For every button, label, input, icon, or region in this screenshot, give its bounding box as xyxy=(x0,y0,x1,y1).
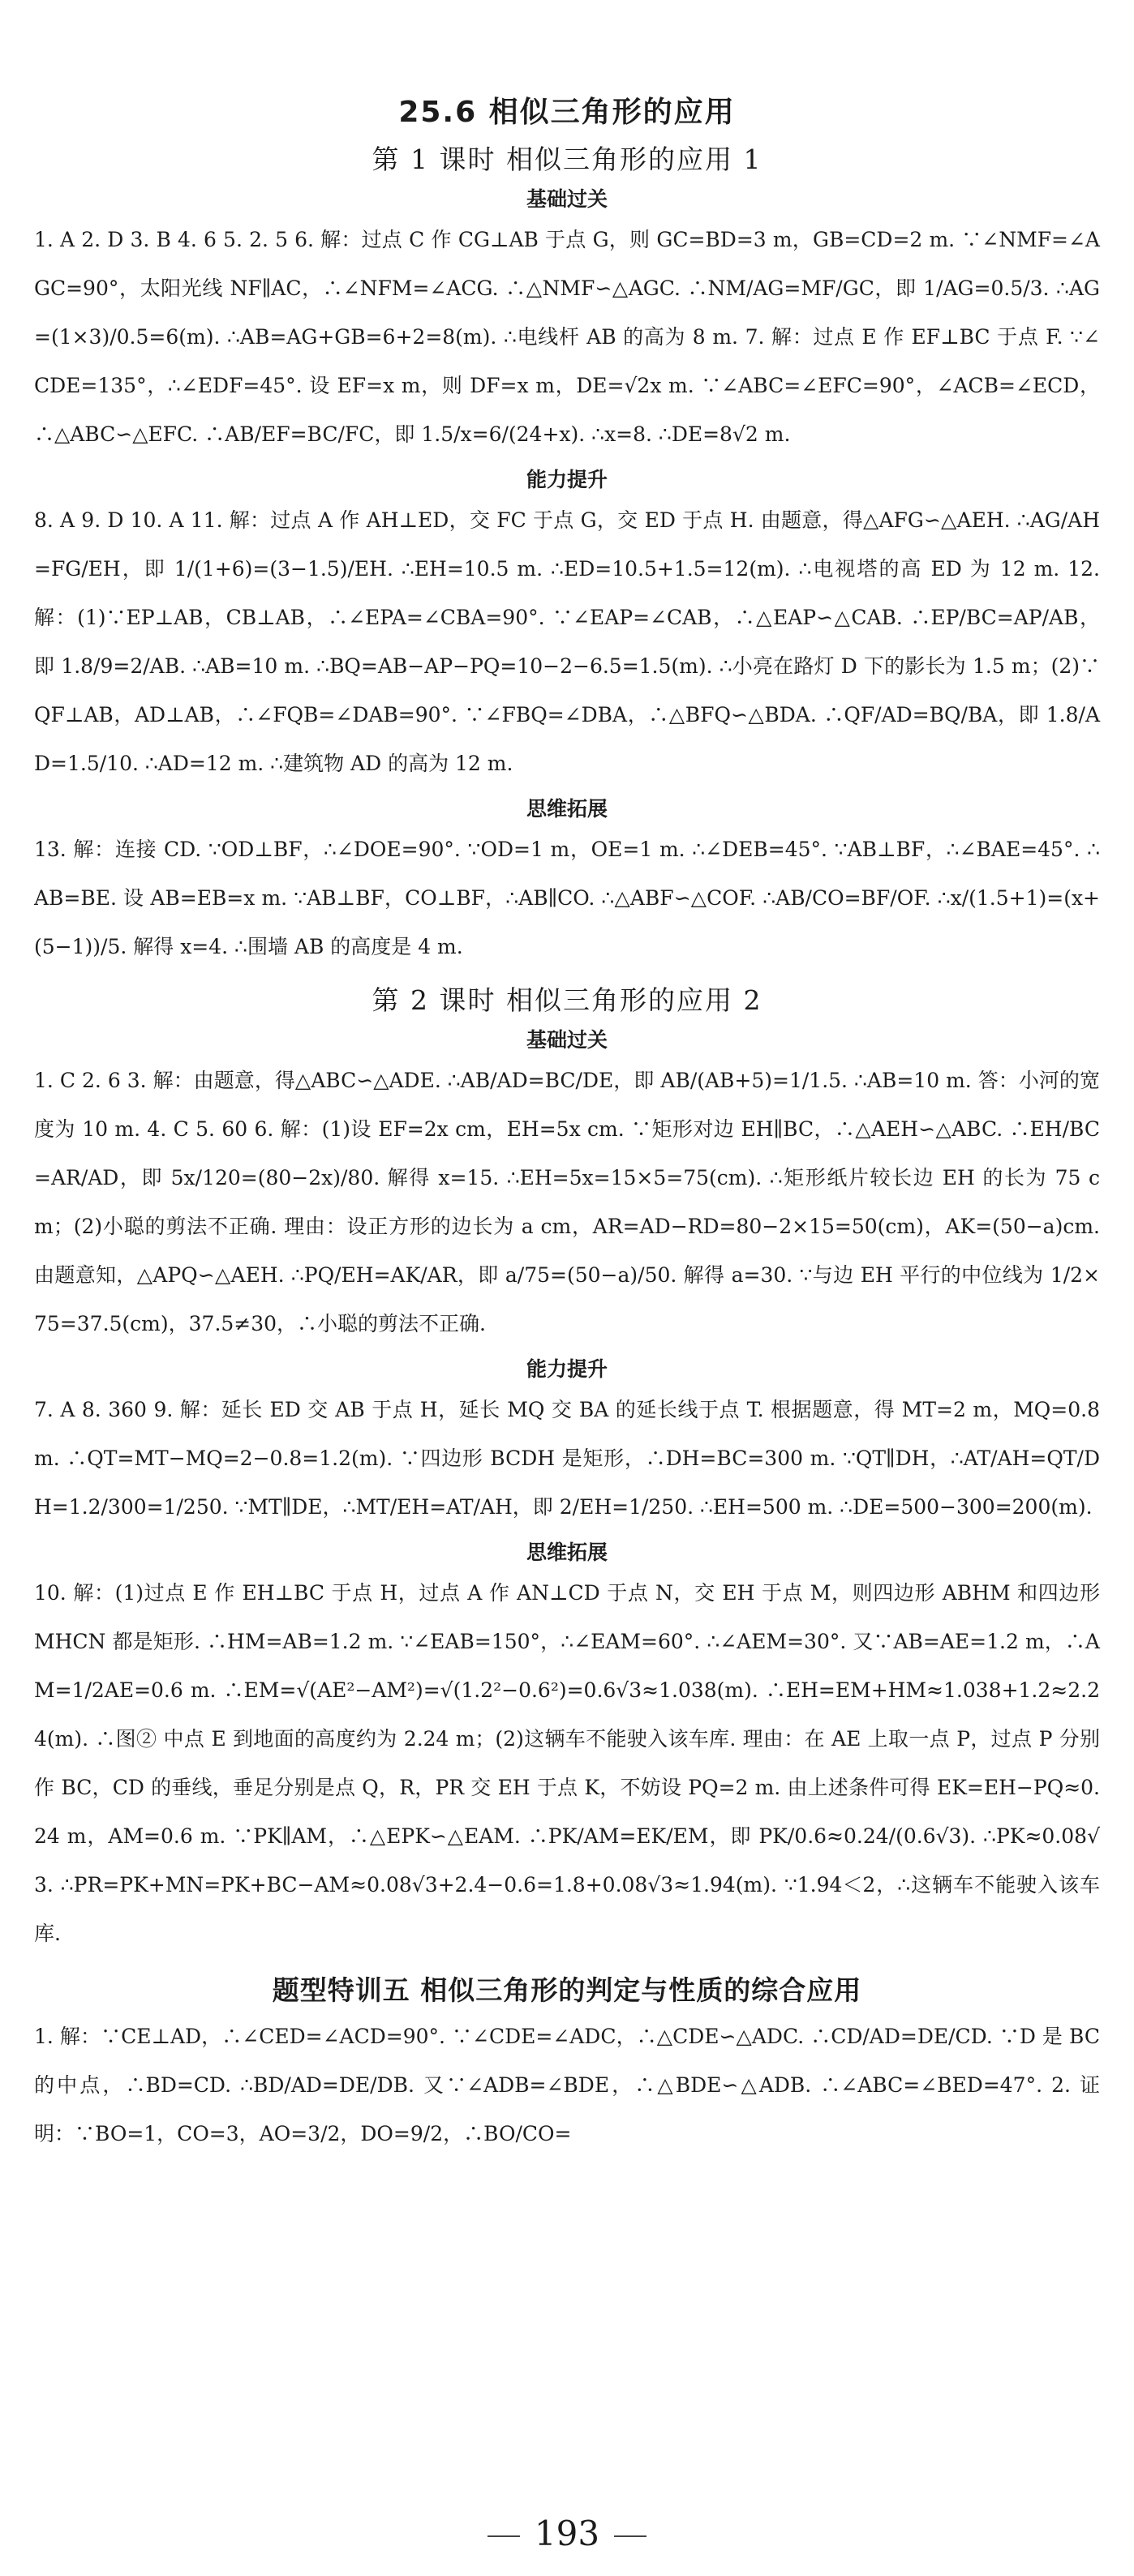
lesson-1-basic-heading: 基础过关 xyxy=(526,187,608,211)
lesson-1-ability-heading: 能力提升 xyxy=(526,468,608,491)
lesson-2-extension-answers: 10. 解：(1)过点 E 作 EH⊥BC 于点 H，过点 A 作 AN⊥CD 于点 N，交 EH 于点 M，则四边形 ABHM 和四边形 MHCN 都是矩形. ∴HM=AB=1.2 m. ∵∠EAB=150°，∴∠EAM=60°. ∴∠AEM=30°. 又∵AB=AE=1.2 m，∴AM=1/2AE=0.6 m. ∴EM=√(AE²−AM²)=√(1.2²−0.6²)=0.6√3≈1.038(m). ∴EH=EM+HM≈1.038+1.2≈2.24(m). ∴图② 中点 E 到地面的高度约为 2.24 m；(2)这辆车不能驶入该车库. 理由：在 AE 上取一点 P，过点 P 分别作 BC，CD 的垂线，垂足分别是点 Q，R，PR 交 EH 于点 K，不妨设 PQ=2 m. 由上述条件可得 EK=EH−PQ≈0.24 m，AM=0.6 m. ∵PK∥AM，∴△EPK∽△EAM. ∴PK/AM=EK/EM，即 PK/0.6≈0.24/(0.6√3). ∴PK≈0.08√3. ∴PR=PK+MN=PK+BC−AM≈0.08√3+2.4−0.6=1.8+0.08√3≈1.94(m). ∵1.94＜2，∴这辆车不能驶入该车库. xyxy=(34,1581,1100,1945)
special-training-title: 题型特训五 相似三角形的判定与性质的综合应用 xyxy=(272,1974,862,2006)
lesson-2-ability-answers: 7. A 8. 360 9. 解：延长 ED 交 AB 于点 H，延长 MQ 交 BA 的延长线于点 T. 根据题意，得 MT=2 m，MQ=0.8 m. ∴QT=MT−MQ=2−0.8=1.2(m). ∵四边形 BCDH 是矩形，∴DH=BC=300 m. ∵QT∥DH，∴AT/AH=QT/DH=1.2/300=1/250. ∵MT∥DE，∴MT/EH=AT/AH，即 2/EH=1/250. ∴EH=500 m. ∴DE=500−300=200(m). xyxy=(34,1398,1100,1519)
lesson-2-ability-heading: 能力提升 xyxy=(526,1357,608,1381)
lesson-1-extension-answers: 13. 解：连接 CD. ∵OD⊥BF，∴∠DOE=90°. ∵OD=1 m，OE=1 m. ∴∠DEB=45°. ∵AB⊥BF，∴∠BAE=45°. ∴AB=BE. 设 AB=EB=x m. ∵AB⊥BF，CO⊥BF，∴AB∥CO. ∴△ABF∽△COF. ∴AB/CO=BF/OF. ∴x/(1.5+1)=(x+(5−1))/5. 解得 x=4. ∴围墙 AB 的高度是 4 m. xyxy=(34,838,1100,958)
page-title: 25.6 相似三角形的应用 xyxy=(398,96,736,129)
special-training-answers: 1. 解：∵CE⊥AD，∴∠CED=∠ACD=90°. ∵∠CDE=∠ADC，∴△CDE∽△ADC. ∴CD/AD=DE/CD. ∵D 是 BC 的中点，∴BD=CD. ∴BD/AD=DE/DB. 又∵∠ADB=∠BDE，∴△BDE∽△ADB. ∴∠ABC=∠BED=47°. 2. 证明：∵BO=1，CO=3，AO=3/2，DO=9/2，∴BO/CO= xyxy=(34,2025,1100,2145)
lesson-1-ability-answers: 8. A 9. D 10. A 11. 解：过点 A 作 AH⊥ED，交 FC 于点 G，交 ED 于点 H. 由题意，得△AFG∽△AEH. ∴AG/AH=FG/EH，即 1/(1+6)=(3−1.5)/EH. ∴EH=10.5 m. ∴ED=10.5+1.5=12(m). ∴电视塔的高 ED 为 12 m. 12. 解：(1)∵EP⊥AB，CB⊥AB，∴∠EPA=∠CBA=90°. ∵∠EAP=∠CAB，∴△EAP∽△CAB. ∴EP/BC=AP/AB，即 1.8/9=2/AB. ∴AB=10 m. ∴BQ=AB−AP−PQ=10−2−6.5=1.5(m). ∴小亮在路灯 D 下的影长为 1.5 m；(2)∵QF⊥AB，AD⊥AB，∴∠FQB=∠DAB=90°. ∵∠FBQ=∠DBA，∴△BFQ∽△BDA. ∴QF/AD=BQ/BA，即 1.8/AD=1.5/10. ∴AD=12 m. ∴建筑物 AD 的高为 12 m. xyxy=(34,508,1100,775)
lesson-1-title: 第 1 课时 相似三角形的应用 1 xyxy=(372,144,762,175)
lesson-2-extension-heading: 思维拓展 xyxy=(526,1541,608,1564)
lesson-1-extension-heading: 思维拓展 xyxy=(526,797,608,821)
lesson-2-title: 第 2 课时 相似三角形的应用 2 xyxy=(372,984,762,1016)
lesson-2-basic-answers: 1. C 2. 6 3. 解：由题意，得△ABC∽△ADE. ∴AB/AD=BC/DE，即 AB/(AB+5)=1/1.5. ∴AB=10 m. 答：小河的宽度为 10 m. 4. C 5. 60 6. 解：(1)设 EF=2x cm，EH=5x cm. ∵矩形对边 EH∥BC，∴△AEH∽△ABC. ∴EH/BC=AR/AD，即 5x/120=(80−2x)/80. 解得 x=15. ∴EH=5x=15×5=75(cm). ∴矩形纸片较长边 EH 的长为 75 cm；(2)小聪的剪法不正确. 理由：设正方形的边长为 a cm，AR=AD−RD=80−2×15=50(cm)，AK=(50−a)cm. 由题意知，△APQ∽△AEH. ∴PQ/EH=AK/AR，即 a/75=(50−a)/50. 解得 a=30. ∵与边 EH 平行的中位线为 1/2×75=37.5(cm)，37.5≠30，∴小聪的剪法不正确. xyxy=(34,1069,1100,1335)
page-number: 193 xyxy=(0,2514,1134,2553)
lesson-2-basic-heading: 基础过关 xyxy=(526,1028,608,1052)
lesson-1-basic-answers: 1. A 2. D 3. B 4. 6 5. 2. 5 6. 解：过点 C 作 CG⊥AB 于点 G，则 GC=BD=3 m，GB=CD=2 m. ∵∠NMF=∠AGC=90°，太阳光线 NF∥AC，∴∠NFM=∠ACG. ∴△NMF∽△AGC. ∴NM/AG=MF/GC，即 1/AG=0.5/3. ∴AG=(1×3)/0.5=6(m). ∴AB=AG+GB=6+2=8(m). ∴电线杆 AB 的高为 8 m. 7. 解：过点 E 作 EF⊥BC 于点 F. ∵∠CDE=135°，∴∠EDF=45°. 设 EF=x m，则 DF=x m，DE=√2x m. ∵∠ABC=∠EFC=90°，∠ACB=∠ECD，∴△ABC∽△EFC. ∴AB/EF=BC/FC，即 1.5/x=6/(24+x). ∴x=8. ∴DE=8√2 m. xyxy=(34,228,1100,446)
